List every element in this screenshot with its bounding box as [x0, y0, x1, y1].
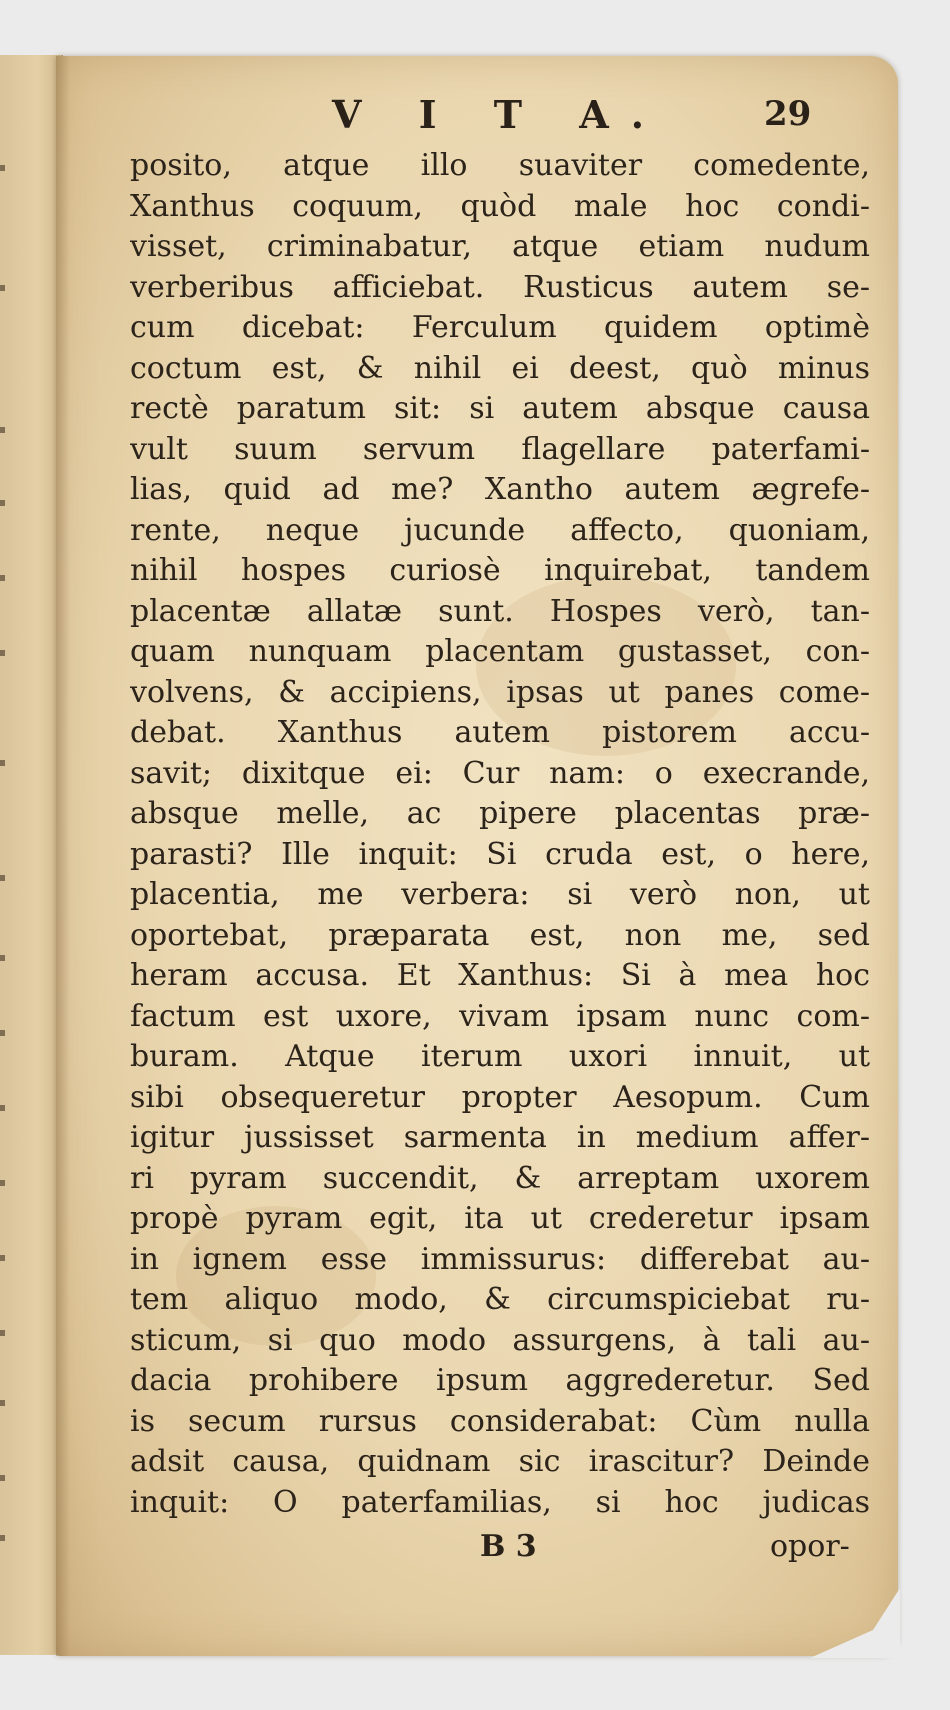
text-line: parasti? Ille inquit: Si cruda est, o here, — [130, 836, 870, 872]
text-line: Xanthus coquum, quòd male hoc condi- — [130, 188, 870, 224]
ink-mark — [0, 575, 5, 581]
ink-mark — [0, 955, 5, 961]
ink-mark — [0, 1535, 5, 1541]
book-page — [56, 56, 898, 1656]
ink-mark — [0, 285, 5, 291]
text-line: sticum, si quo modo assurgens, à tali au- — [130, 1322, 870, 1358]
ink-mark — [0, 1180, 5, 1186]
text-line: nihil hospes curiosè inquirebat, tandem — [130, 553, 870, 588]
worn-corner — [810, 1588, 900, 1658]
ink-mark — [0, 1330, 5, 1336]
text-line: vult suum servum flagellare paterfami- — [130, 431, 870, 467]
ink-mark — [0, 427, 5, 433]
ink-mark — [0, 1105, 5, 1111]
ink-mark — [0, 1475, 5, 1481]
text-line: placentæ allatæ sunt. Hospes verò, tan- — [130, 593, 870, 629]
signature-mark: B 3 — [480, 1529, 537, 1564]
gutter-shadow — [56, 56, 70, 1656]
text-line: igitur jussisset sarmenta in medium affer- — [130, 1120, 870, 1155]
text-line: dacia prohibere ipsum aggrederetur. Sed — [130, 1363, 870, 1398]
text-line: buram. Atque iterum uxori innuit, ut — [130, 1039, 870, 1074]
text-line: inquit: O paterfamilias, si hoc judicas — [130, 1484, 870, 1520]
text-line: adsit causa, quidnam sic irascitur? Deinde — [130, 1444, 870, 1479]
text-line: rente, neque jucunde affecto, quoniam, — [130, 512, 870, 548]
ink-mark — [0, 500, 5, 506]
ink-mark — [0, 1255, 5, 1261]
text-line: ri pyram succendit, & arreptam uxorem — [130, 1160, 870, 1196]
text-line: volvens, & accipiens, ipsas ut panes come- — [130, 674, 870, 710]
body-text — [130, 146, 870, 1523]
page-header — [56, 92, 898, 142]
ink-mark — [0, 165, 5, 171]
ink-mark — [0, 875, 5, 881]
ink-mark — [0, 760, 5, 766]
text-line: posito, atque illo suaviter comedente, — [130, 148, 870, 183]
text-line: in ignem esse immissurus: differebat au- — [130, 1241, 870, 1277]
text-line: sibi obsequeretur propter Aesopum. Cum — [130, 1079, 870, 1115]
text-line: tem aliquo modo, & circumspiciebat ru- — [130, 1282, 870, 1317]
text-line: visset, criminabatur, atque etiam nudum — [130, 229, 870, 264]
text-line: factum est uxore, vivam ipsam nunc com- — [130, 998, 870, 1034]
text-line: heram accusa. Et Xanthus: Si à mea hoc — [130, 958, 870, 993]
text-line: placentia, me verbera: si verò non, ut — [130, 877, 870, 912]
page-number: 29 — [764, 94, 812, 134]
text-line: rectè paratum sit: si autem absque causa — [130, 391, 870, 426]
text-line: verberibus afficiebat. Rusticus autem se- — [130, 269, 870, 305]
text-line: oportebat, præparata est, non me, sed — [130, 917, 870, 953]
ink-mark — [0, 1400, 5, 1406]
text-line: debat. Xanthus autem pistorem accu- — [130, 715, 870, 750]
text-line: lias, quid ad me? Xantho autem ægrefe- — [130, 472, 870, 507]
text-line: absque melle, ac pipere placentas præ- — [130, 796, 870, 831]
text-line: coctum est, & nihil ei deest, quò minus — [130, 350, 870, 386]
ink-mark — [0, 650, 5, 656]
text-line: is secum rursus considerabat: Cùm nulla — [130, 1403, 870, 1439]
text-line: cum dicebat: Ferculum quidem optimè — [130, 310, 870, 345]
page-footer — [56, 1529, 898, 1573]
text-line: quam nunquam placentam gustasset, con- — [130, 634, 870, 669]
running-title: V I T A. — [332, 92, 666, 137]
text-line: propè pyram egit, ita ut crederetur ipsam — [130, 1201, 870, 1236]
previous-page-edge — [0, 55, 63, 1655]
text-line: savit; dixitque ei: Cur nam: o execrande, — [130, 755, 870, 791]
ink-mark — [0, 1030, 5, 1036]
catchword: opor- — [770, 1529, 850, 1564]
